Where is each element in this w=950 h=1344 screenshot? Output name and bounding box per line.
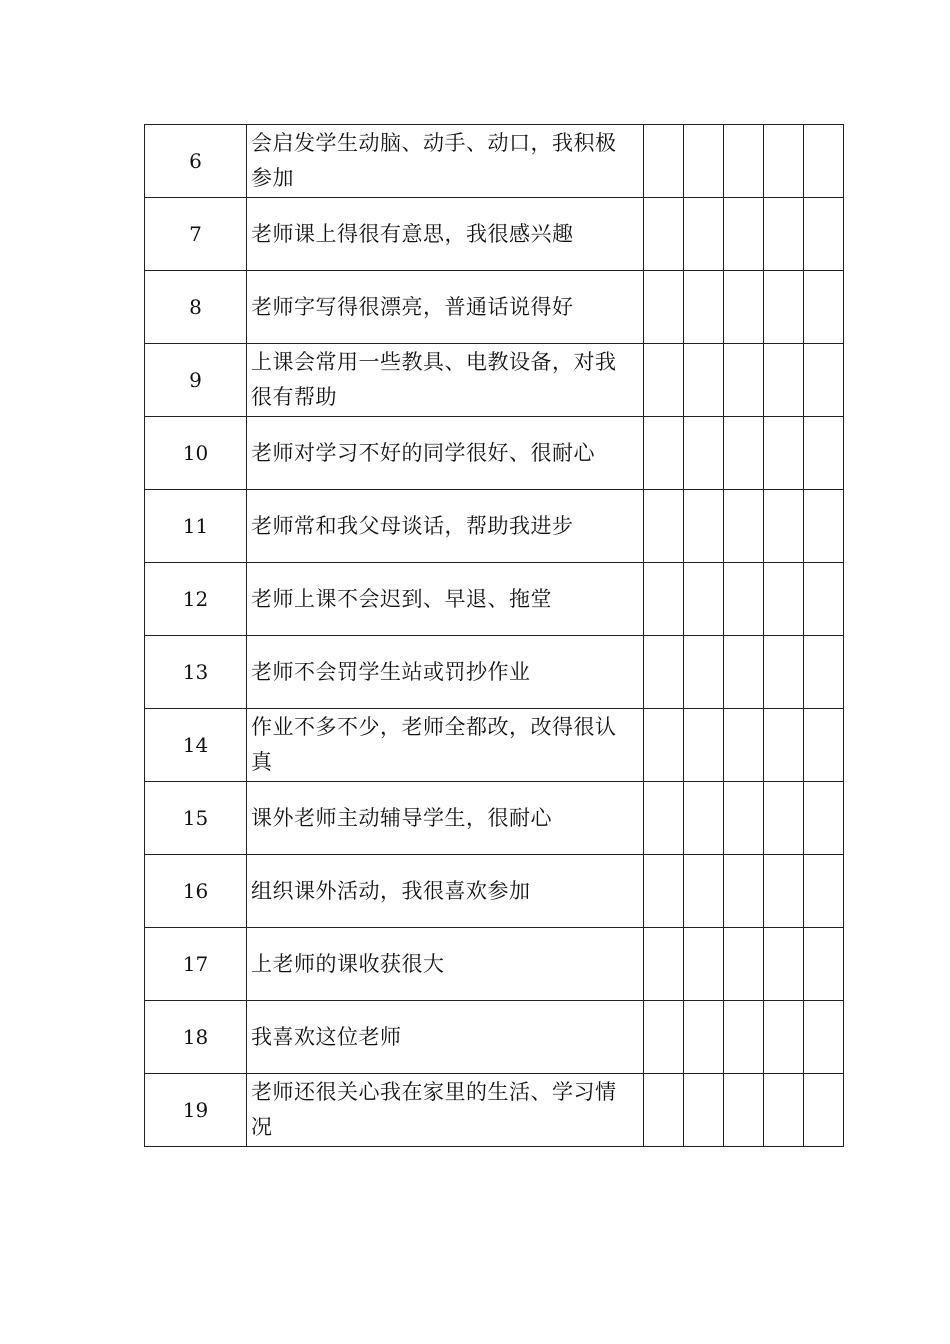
rating-cell-5[interactable]: [804, 490, 844, 563]
item-statement: 课外老师主动辅导学生，很耐心: [247, 782, 644, 855]
rating-cell-1[interactable]: [644, 198, 684, 271]
rating-cell-5[interactable]: [804, 417, 844, 490]
rating-cell-4[interactable]: [764, 1074, 804, 1147]
rating-cell-3[interactable]: [724, 855, 764, 928]
rating-cell-4[interactable]: [764, 1001, 804, 1074]
rating-cell-5[interactable]: [804, 563, 844, 636]
rating-cell-3[interactable]: [724, 563, 764, 636]
rating-cell-5[interactable]: [804, 928, 844, 1001]
rating-cell-2[interactable]: [684, 636, 724, 709]
rating-cell-3[interactable]: [724, 417, 764, 490]
rating-cell-3[interactable]: [724, 271, 764, 344]
item-statement: 我喜欢这位老师: [247, 1001, 644, 1074]
item-number: 13: [145, 636, 247, 709]
rating-cell-2[interactable]: [684, 563, 724, 636]
rating-cell-4[interactable]: [764, 490, 804, 563]
rating-cell-4[interactable]: [764, 636, 804, 709]
rating-cell-2[interactable]: [684, 855, 724, 928]
table-row: [145, 636, 844, 709]
rating-cell-3[interactable]: [724, 928, 764, 1001]
table-row: [145, 417, 844, 490]
item-statement: 作业不多不少，老师全都改，改得很认真: [247, 709, 644, 782]
rating-cell-1[interactable]: [644, 563, 684, 636]
item-statement: 老师上课不会迟到、早退、拖堂: [247, 563, 644, 636]
item-statement: 老师对学习不好的同学很好、很耐心: [247, 417, 644, 490]
rating-cell-1[interactable]: [644, 782, 684, 855]
rating-cell-5[interactable]: [804, 782, 844, 855]
table-row: [145, 271, 844, 344]
rating-cell-2[interactable]: [684, 1001, 724, 1074]
rating-cell-5[interactable]: [804, 1001, 844, 1074]
rating-cell-2[interactable]: [684, 928, 724, 1001]
rating-cell-1[interactable]: [644, 636, 684, 709]
item-statement: 老师字写得很漂亮，普通话说得好: [247, 271, 644, 344]
rating-cell-2[interactable]: [684, 271, 724, 344]
table-row: [145, 198, 844, 271]
rating-cell-5[interactable]: [804, 709, 844, 782]
rating-cell-3[interactable]: [724, 782, 764, 855]
rating-cell-1[interactable]: [644, 344, 684, 417]
rating-cell-2[interactable]: [684, 1074, 724, 1147]
rating-cell-5[interactable]: [804, 636, 844, 709]
rating-cell-1[interactable]: [644, 490, 684, 563]
table-row: [145, 709, 844, 782]
item-number: 12: [145, 563, 247, 636]
item-statement: 老师课上得很有意思，我很感兴趣: [247, 198, 644, 271]
item-number: 16: [145, 855, 247, 928]
rating-cell-3[interactable]: [724, 636, 764, 709]
table-row: [145, 490, 844, 563]
item-number: 19: [145, 1074, 247, 1147]
rating-cell-5[interactable]: [804, 855, 844, 928]
rating-cell-1[interactable]: [644, 1074, 684, 1147]
table-row: [145, 563, 844, 636]
rating-cell-2[interactable]: [684, 198, 724, 271]
item-number: 14: [145, 709, 247, 782]
item-number: 17: [145, 928, 247, 1001]
table-row: [145, 855, 844, 928]
table-row: [145, 928, 844, 1001]
item-number: 11: [145, 490, 247, 563]
survey-table-body: [145, 125, 844, 1147]
item-statement: 上老师的课收获很大: [247, 928, 644, 1001]
item-number: 10: [145, 417, 247, 490]
table-row: [145, 1001, 844, 1074]
rating-cell-1[interactable]: [644, 271, 684, 344]
rating-cell-3[interactable]: [724, 198, 764, 271]
rating-cell-1[interactable]: [644, 855, 684, 928]
rating-cell-2[interactable]: [684, 125, 724, 198]
survey-table: [144, 124, 844, 1147]
rating-cell-2[interactable]: [684, 709, 724, 782]
item-statement: 组织课外活动，我很喜欢参加: [247, 855, 644, 928]
rating-cell-2[interactable]: [684, 782, 724, 855]
rating-cell-3[interactable]: [724, 344, 764, 417]
item-number: 7: [145, 198, 247, 271]
rating-cell-2[interactable]: [684, 490, 724, 563]
item-statement: 老师还很关心我在家里的生活、学习情况: [247, 1074, 644, 1147]
rating-cell-1[interactable]: [644, 1001, 684, 1074]
rating-cell-4[interactable]: [764, 782, 804, 855]
rating-cell-3[interactable]: [724, 490, 764, 563]
table-row: [145, 125, 844, 198]
table-row: [145, 1074, 844, 1147]
rating-cell-1[interactable]: [644, 125, 684, 198]
rating-cell-4[interactable]: [764, 928, 804, 1001]
rating-cell-4[interactable]: [764, 709, 804, 782]
rating-cell-5[interactable]: [804, 198, 844, 271]
rating-cell-5[interactable]: [804, 1074, 844, 1147]
rating-cell-1[interactable]: [644, 417, 684, 490]
item-statement: 会启发学生动脑、动手、动口，我积极参加: [247, 125, 644, 198]
rating-cell-4[interactable]: [764, 855, 804, 928]
item-number: 6: [145, 125, 247, 198]
table-row: [145, 782, 844, 855]
table-row: [145, 344, 844, 417]
item-statement: 老师常和我父母谈话，帮助我进步: [247, 490, 644, 563]
rating-cell-3[interactable]: [724, 125, 764, 198]
item-statement: 上课会常用一些教具、电教设备，对我很有帮助: [247, 344, 644, 417]
rating-cell-4[interactable]: [764, 563, 804, 636]
item-number: 15: [145, 782, 247, 855]
rating-cell-5[interactable]: [804, 271, 844, 344]
rating-cell-3[interactable]: [724, 1001, 764, 1074]
rating-cell-1[interactable]: [644, 709, 684, 782]
rating-cell-2[interactable]: [684, 344, 724, 417]
rating-cell-4[interactable]: [764, 198, 804, 271]
rating-cell-3[interactable]: [724, 1074, 764, 1147]
rating-cell-4[interactable]: [764, 125, 804, 198]
rating-cell-5[interactable]: [804, 125, 844, 198]
rating-cell-4[interactable]: [764, 417, 804, 490]
item-number: 8: [145, 271, 247, 344]
item-number: 9: [145, 344, 247, 417]
rating-cell-3[interactable]: [724, 709, 764, 782]
rating-cell-1[interactable]: [644, 928, 684, 1001]
rating-cell-2[interactable]: [684, 417, 724, 490]
rating-cell-4[interactable]: [764, 344, 804, 417]
rating-cell-4[interactable]: [764, 271, 804, 344]
rating-cell-5[interactable]: [804, 344, 844, 417]
item-statement: 老师不会罚学生站或罚抄作业: [247, 636, 644, 709]
item-number: 18: [145, 1001, 247, 1074]
